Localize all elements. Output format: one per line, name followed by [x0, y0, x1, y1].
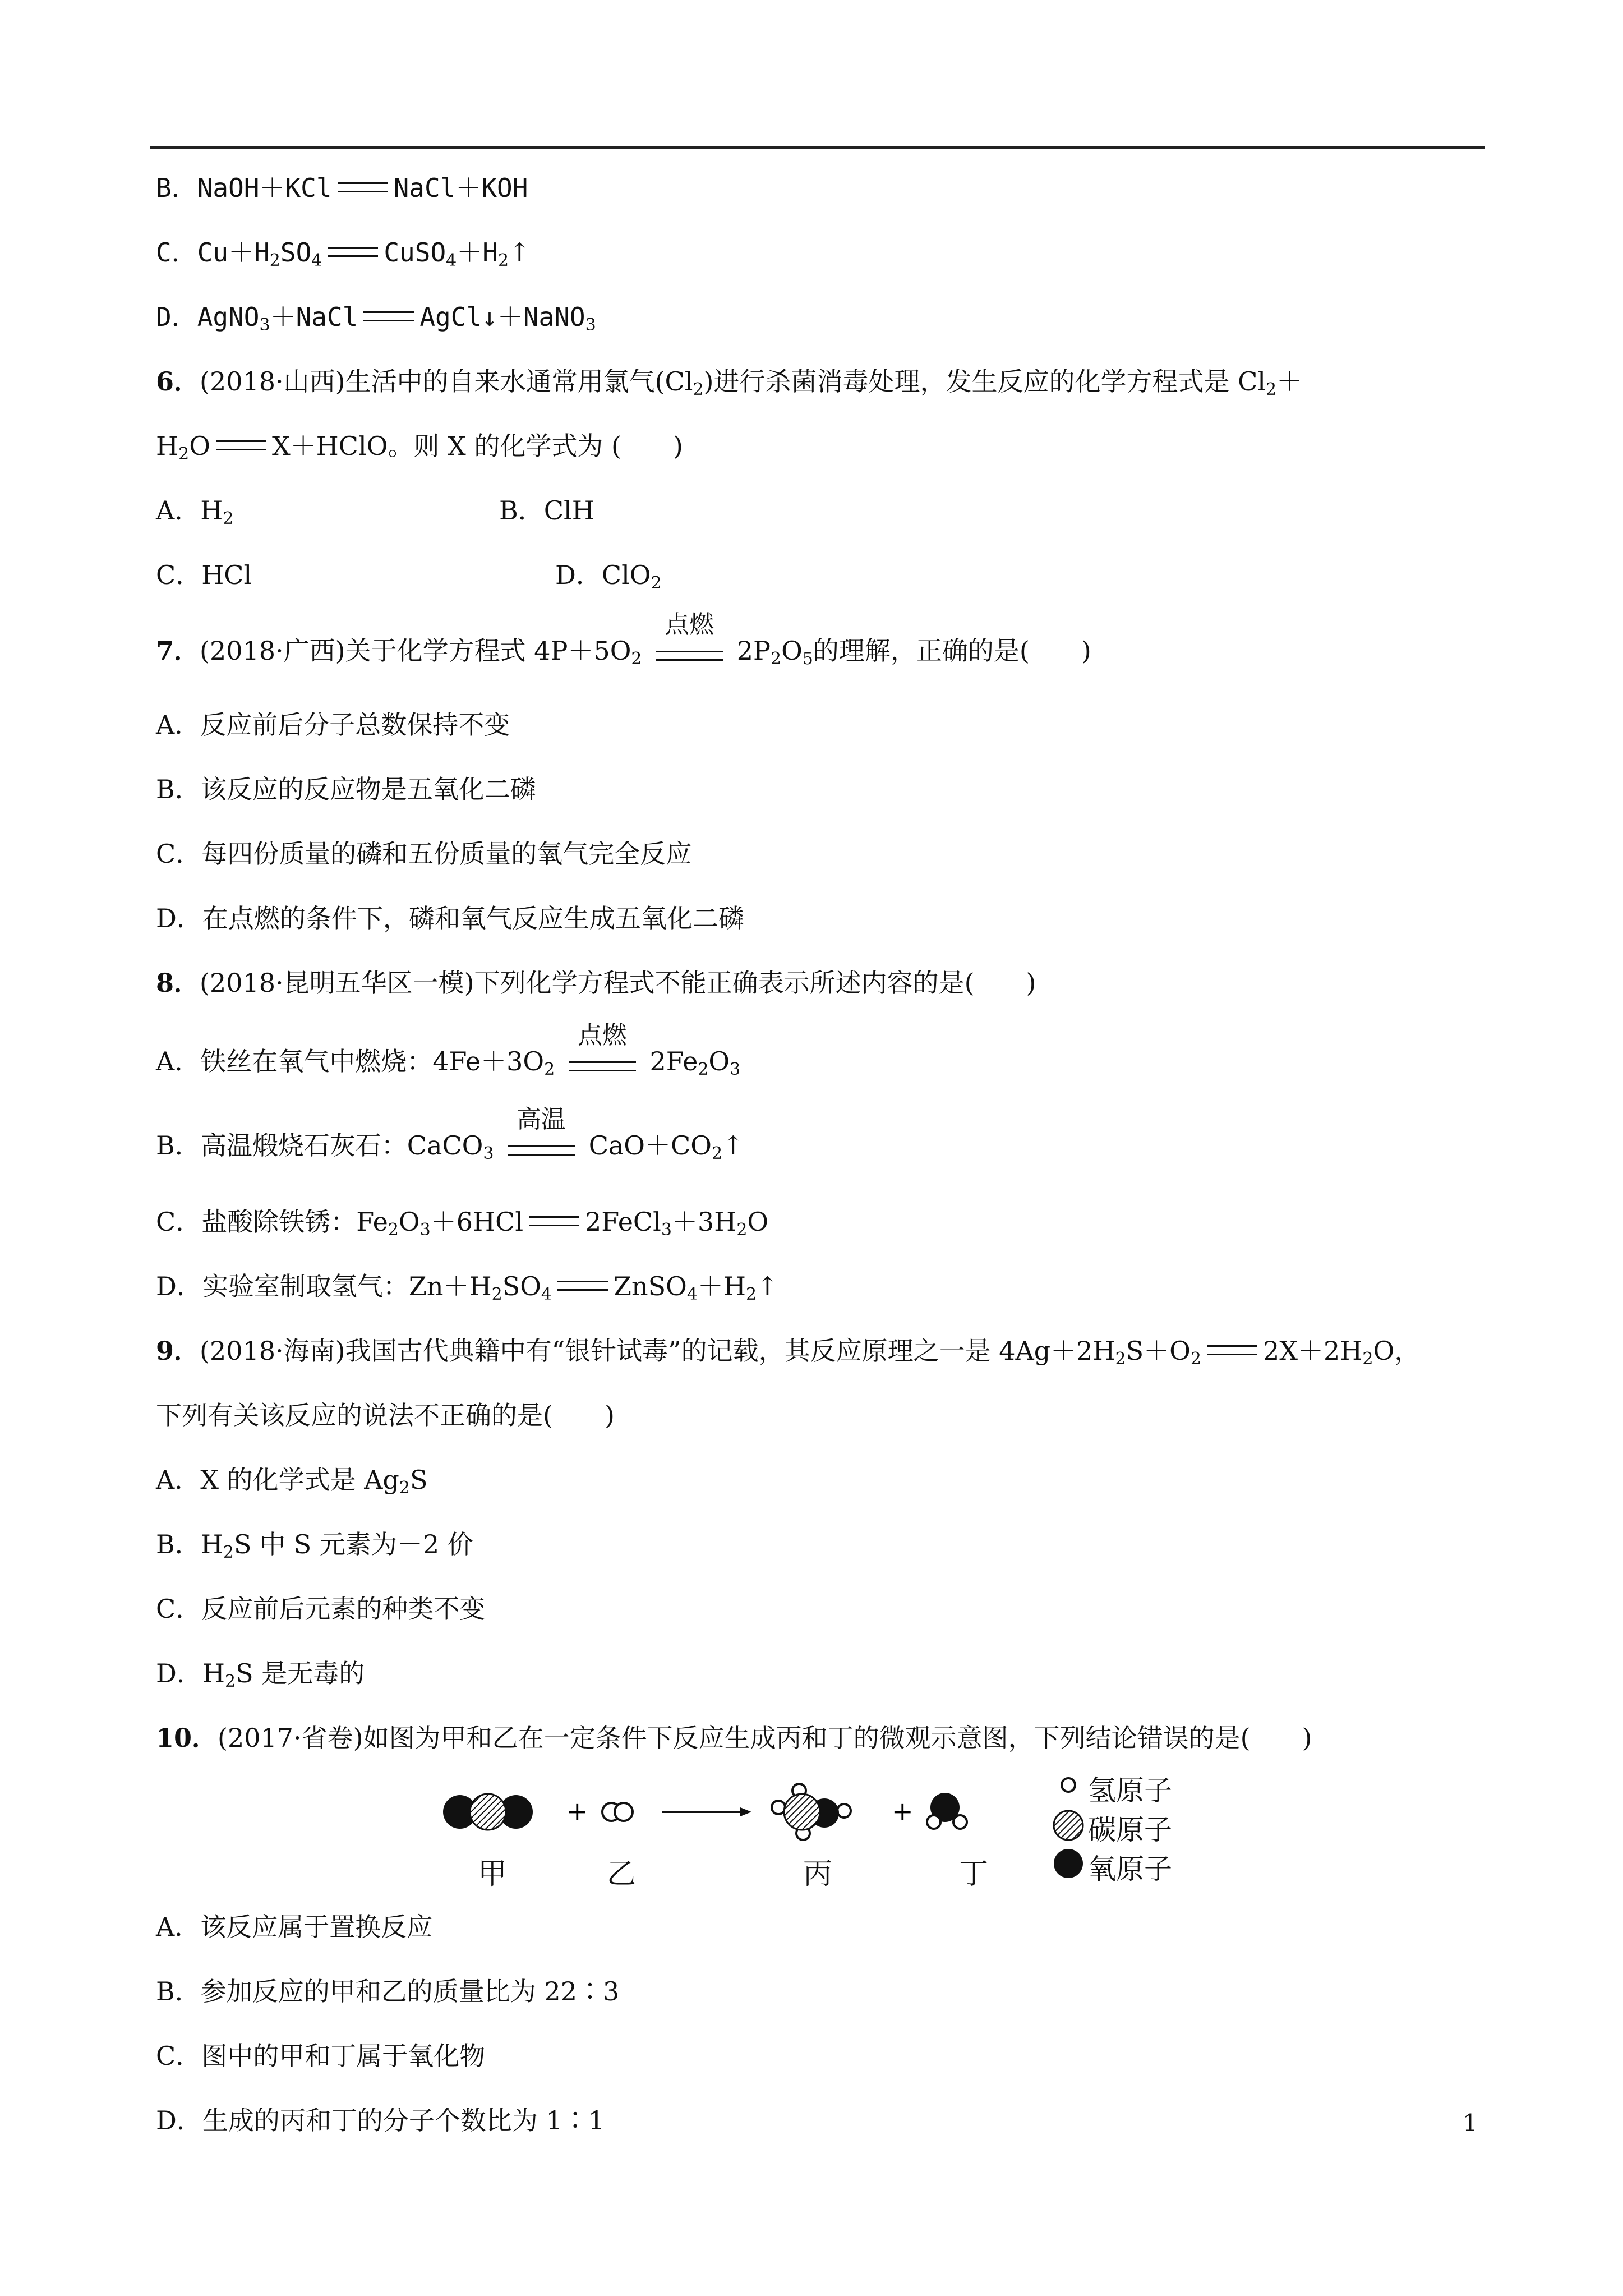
q6-option-b: B．ClH	[499, 495, 594, 526]
q7-option-a: A．反应前后分子总数保持不变	[156, 710, 510, 740]
q10-option-d: D．生成的丙和丁的分子个数比为 1∶1	[156, 2105, 605, 2136]
q7-option-d: D．在点燃的条件下，磷和氧气反应生成五氧化二磷	[156, 903, 744, 933]
label-ding: 丁	[959, 1857, 989, 1891]
q6-stem-line2: $H_2O$ X＋HClO。则 X 的化学式为 ( )	[156, 431, 683, 464]
q9-option-a: A．X 的化学式是 $Ag_2S$	[156, 1465, 428, 1498]
q6-option-d: D．ClO$_2$	[555, 560, 662, 593]
q6-option-c: C．HCl	[156, 560, 252, 590]
legend-oxygen: 氧原子	[1088, 1853, 1172, 1885]
q8-option-c: C．盐酸除铁锈：$Fe_2O_3+6HCl$ $2FeCl_3+3H_2O$	[156, 1207, 769, 1240]
q9-option-c: C．反应前后元素的种类不变	[156, 1594, 486, 1624]
label-yi: 乙	[607, 1857, 637, 1891]
page-number: 1	[1463, 2109, 1478, 2137]
q6-stem-line1: 6．(2018·山西)生活中的自来水通常用氯气$(Cl_2)$进行杀菌消毒处理，发生反应的化学方程式是 $Cl_2+$	[156, 366, 1303, 399]
molecule-jia	[443, 1794, 533, 1830]
q7-option-c: C．每四份质量的磷和五份质量的氧气完全反应	[156, 839, 692, 869]
legend-symbols	[1049, 1767, 1088, 1879]
reaction-condition: 高温	[508, 1129, 575, 1162]
q9-option-b: B．$H_2S$ 中 S 元素为－2 价	[156, 1529, 473, 1562]
header-rule	[150, 146, 1485, 149]
molecule-bing	[772, 1784, 851, 1840]
svg-text:+: +	[566, 1796, 588, 1826]
q10-option-c: C．图中的甲和丁属于氧化物	[156, 2041, 486, 2071]
molecule-yi	[602, 1803, 633, 1821]
molecule-ding	[927, 1793, 967, 1829]
label-bing: 丙	[803, 1857, 833, 1891]
q8-option-a: A．铁丝在氧气中燃烧：$4Fe+3O_2$ 点燃 $2Fe_2O_3$	[156, 1021, 741, 1079]
q6-option-a: A．$H_2$	[156, 495, 234, 528]
q9-stem-line1: 9．(2018·海南)我国古代典籍中有“银针试毒”的记载，其反应原理之一是 $4Ag+2H_2S+O_2$ $2X+2H_2O$，	[156, 1336, 1421, 1369]
q7-stem: 7．(2018·广西)关于化学方程式 $4P+5O_2$ 点燃 $2P_2O_5$的理解，正确的是( )	[156, 610, 1091, 669]
q8-stem: 8．(2018·昆明五华区一模)下列化学方程式不能正确表示所述内容的是( )	[156, 968, 1036, 998]
label-jia: 甲	[478, 1857, 508, 1891]
q8-option-b: B．高温煅烧石灰石：CaCO$_3$ 高温 $CaO+CO_2↑$	[156, 1105, 744, 1163]
q5-option-c: C．$Cu+H_2SO_4$ $CuSO_4+H_2↑$	[156, 237, 531, 270]
q5-option-b: B．NaOH＋KCl NaCl＋KOH	[156, 173, 528, 203]
reaction-condition: 点燃	[569, 1045, 636, 1078]
q8-option-d: D．实验室制取氢气：$Zn+H_2SO_4$ $ZnSO_4+H_2↑$	[156, 1271, 778, 1304]
q9-stem-line2: 下列有关该反应的说法不正确的是( )	[156, 1400, 615, 1430]
molecule-diagram	[426, 1767, 1099, 1857]
reaction-condition: 点燃	[656, 634, 723, 668]
q10-stem: 10．(2017·省卷)如图为甲和乙在一定条件下反应生成丙和丁的微观示意图，下列结论错误的是( )	[156, 1723, 1312, 1753]
svg-text:+: +	[892, 1796, 914, 1826]
q9-option-d: D．$H_2S$ 是无毒的	[156, 1658, 365, 1691]
q7-option-b: B．该反应的反应物是五氧化二磷	[156, 774, 536, 804]
legend-hydrogen: 氢原子	[1088, 1774, 1172, 1807]
legend-carbon: 碳原子	[1088, 1814, 1172, 1846]
q10-option-b: B．参加反应的甲和乙的质量比为 22∶3	[156, 1976, 620, 2007]
q5-option-d: D．AgNO$_3$＋NaCl AgCl↓＋NaNO$_3$	[156, 302, 596, 335]
q10-option-a: A．该反应属于置换反应	[156, 1912, 433, 1942]
